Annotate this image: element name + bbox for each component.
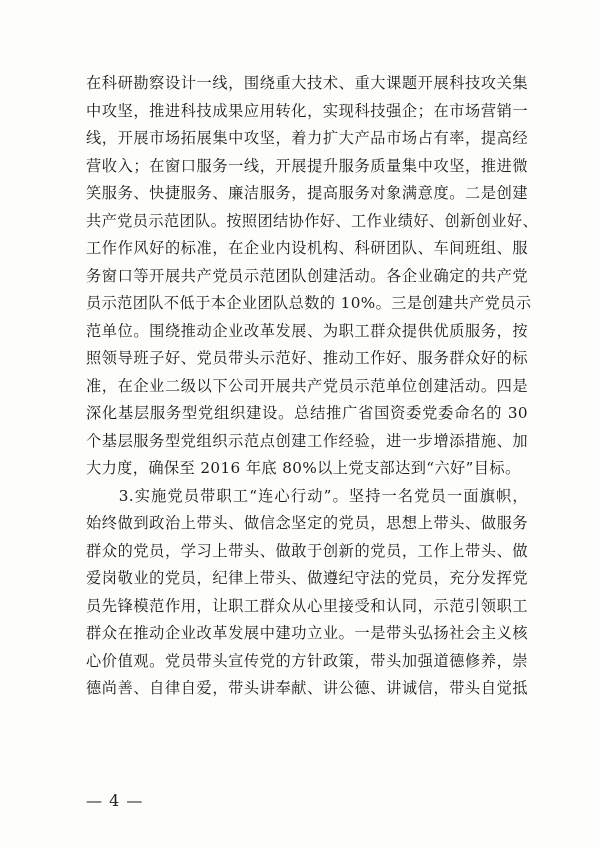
page-number: — 4 —: [86, 791, 144, 810]
text-line: 笑服务、快捷服务、廉洁服务，提高服务对象满意度。二是创建: [86, 184, 528, 202]
text-line: 群众在推动企业改革发展中建功立业。一是带头弘扬社会主义核: [86, 624, 528, 642]
text-line: 线，开展市场拓展集中攻坚，着力扩大产品市场占有率，提高经: [86, 129, 528, 147]
text-line: 员先锋模范作用，让职工群众从心里接受和认同，示范引领职工: [86, 596, 528, 615]
text-line: 群众的党员，学习上带头、做敢于创新的党员，工作上带头、做: [86, 541, 528, 560]
text-line: 员示范团队不低于本企业团队总数的 10%。三是创建共产党员示: [86, 294, 532, 312]
text-line: 深化基层服务型党组织建设。总结推广省国资委党委命名的 30: [86, 404, 528, 422]
text-line: 始终做到政治上带头、做信念坚定的党员，思想上带头、做服务: [86, 514, 528, 532]
text-line: 范单位。围绕推动企业改革发展、为职工群众提供优质服务，按: [86, 321, 528, 340]
text-line: 大力度，确保至 2016 年底 80%以上党支部达到“六好”目标。: [86, 459, 521, 477]
text-line: 3.实施党员带职工“连心行动”。坚持一名党员一面旗帜，: [86, 486, 528, 505]
document-body: [86, 70, 539, 703]
text-line: 个基层服务型党组织示范点创建工作经验，进一步增添措施、加: [86, 431, 528, 450]
text-line: 准，在企业二级以下公司开展共产党员示范单位创建活动。四是: [86, 376, 528, 395]
text-line: 中攻坚，推进科技成果应用转化，实现科技强企；在市场营销一: [86, 101, 528, 120]
text-line: 照领导班子好、党员带头示范好、推动工作好、服务群众好的标: [86, 349, 528, 367]
text-line: 共产党员示范团队。按照团结协作好、工作业绩好、创新创业好、: [86, 211, 539, 230]
text-line: 营收入；在窗口服务一线，开展提升服务质量集中攻坚，推进微: [86, 156, 528, 175]
text-line: 务窗口等开展共产党员示范团队创建活动。各企业确定的共产党: [86, 266, 528, 285]
text-line: 德尚善、自律自爱，带头讲奉献、讲公德、讲诚信，带头自觉抵: [86, 679, 528, 697]
text-line: 工作作风好的标准，在企业内设机构、科研团队、车间班组、服: [86, 239, 528, 257]
text-line: 在科研勘察设计一线，围绕重大技术、重大课题开展科技攻关集: [86, 74, 528, 92]
text-line: 心价值观。党员带头宣传党的方针政策，带头加强道德修养，崇: [86, 651, 528, 670]
text-line: 爱岗敬业的党员，纪律上带头、做遵纪守法的党员，充分发挥党: [86, 569, 528, 587]
